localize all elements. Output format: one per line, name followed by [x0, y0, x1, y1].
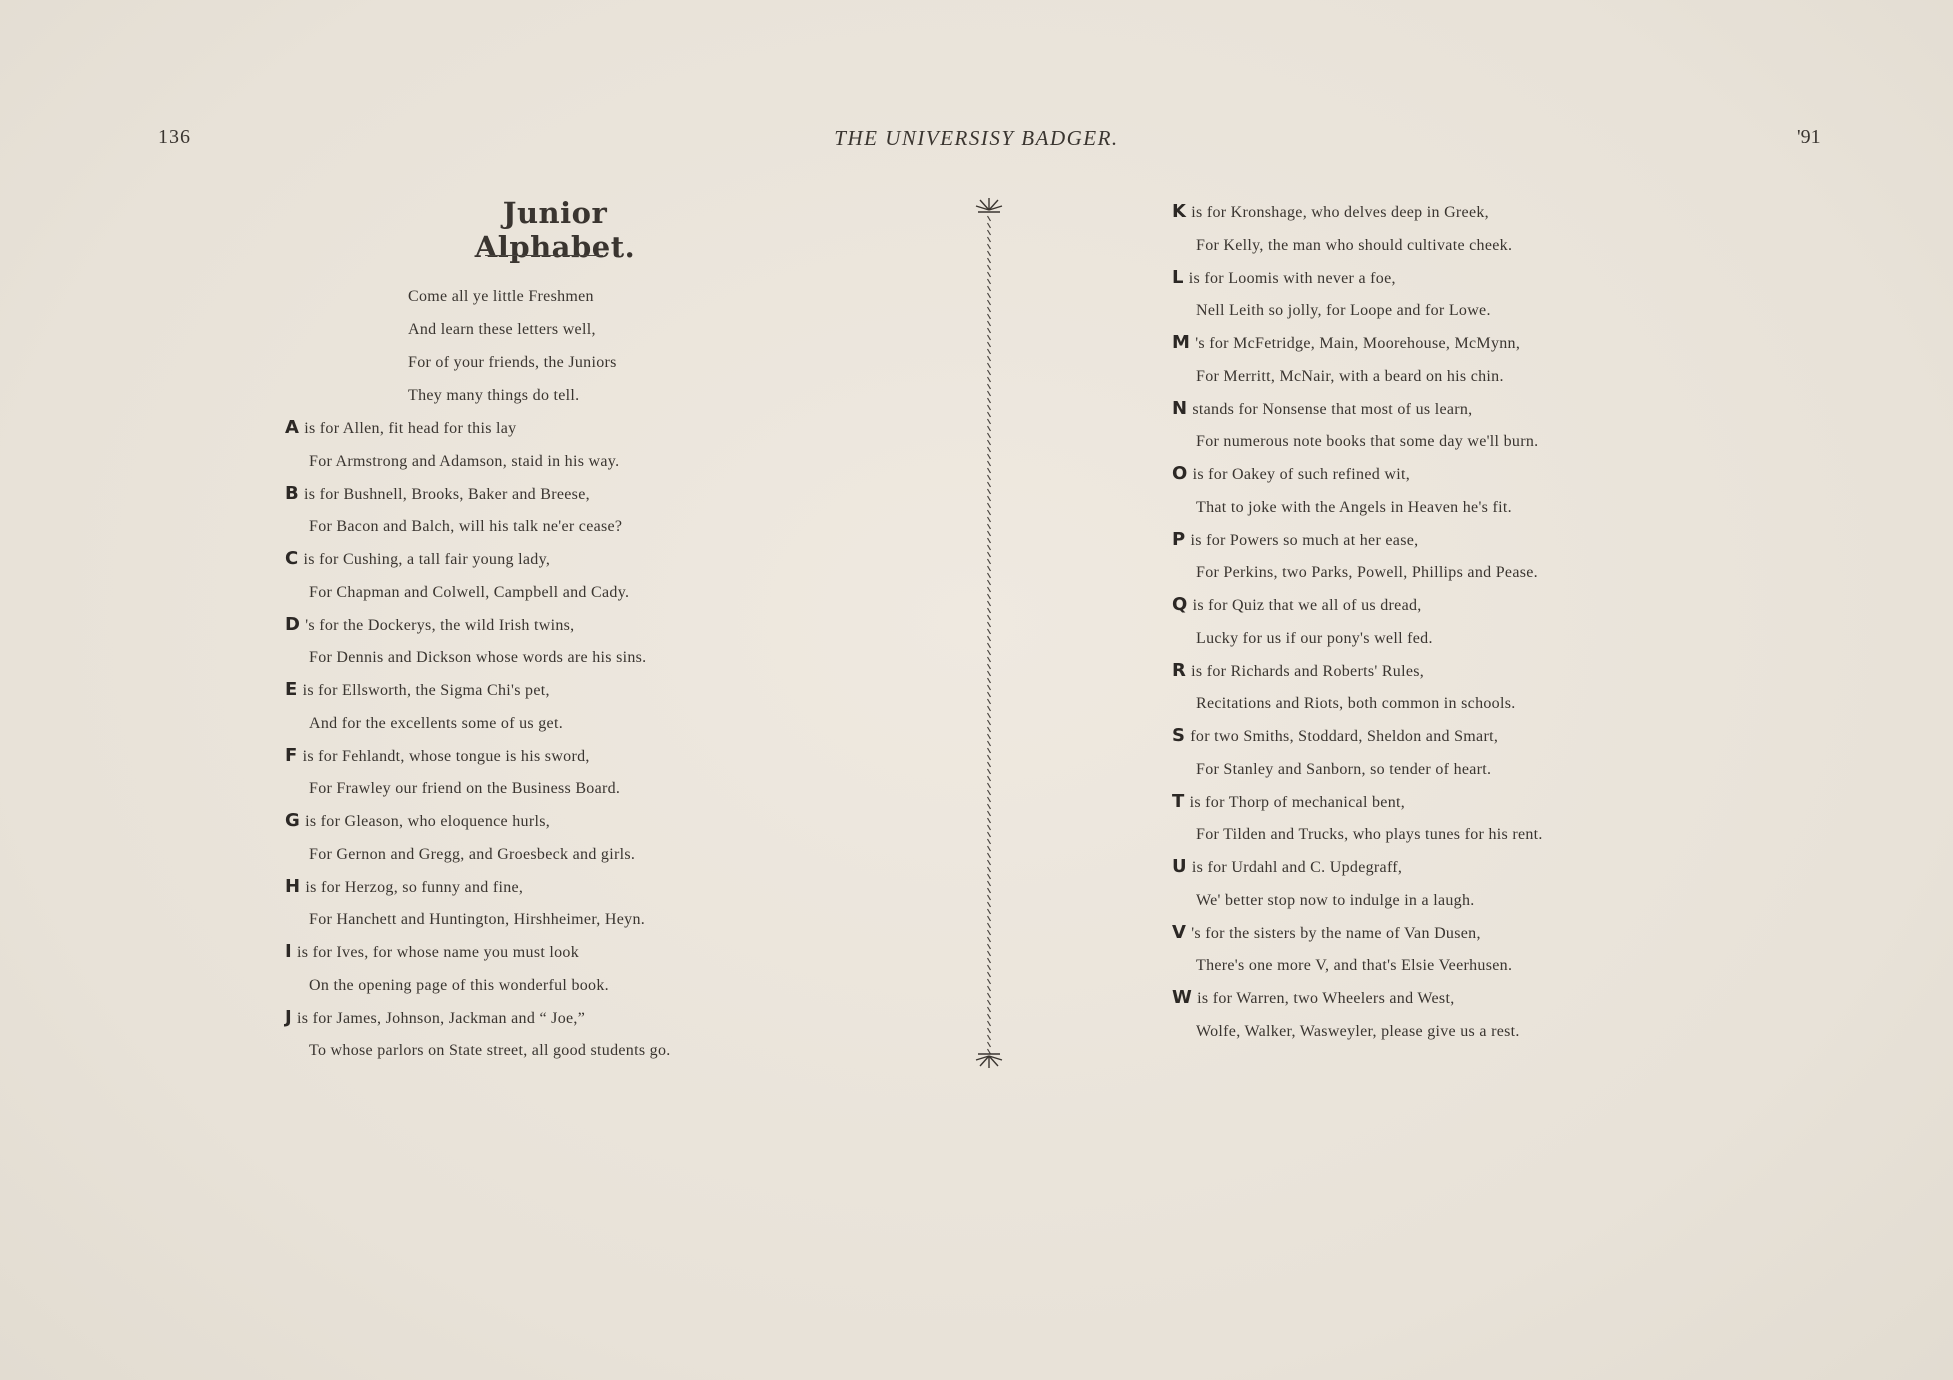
stanza-second-line: Nell Leith so jolly, for Loope and for Lowe. — [1196, 302, 1491, 319]
stanza-second-line: Wolfe, Walker, Wasweyler, please give us a rest. — [1196, 1022, 1520, 1040]
divider-chain — [988, 216, 991, 1054]
stanza — [1172, 393, 1543, 459]
stanza-first-line — [1172, 720, 1543, 753]
stanza-second-line: That to joke with the Angels in Heaven he's fit. — [1196, 498, 1512, 516]
stanza-initial-letter: L — [1172, 266, 1184, 288]
stanza-second-line: For Gernon and Gregg, and Groesbeck and girls. — [309, 845, 636, 863]
stanza-second-line: For Merritt, McNair, with a beard on his chin. — [1196, 367, 1504, 385]
stanza — [1172, 655, 1543, 721]
divider-bottom-ornament — [976, 1054, 1002, 1068]
stanza — [1172, 327, 1543, 393]
stanza-first-line-text: is for Ellsworth, the Sigma Chi's pet, — [302, 682, 550, 699]
running-title: THE UNIVERSISY BADGER. — [834, 126, 1119, 150]
stanza-first-line-text: is for Richards and Roberts' Rules, — [1191, 662, 1425, 680]
stanza-first-line — [1172, 655, 1543, 688]
stanza — [1172, 720, 1543, 786]
stanza-first-line — [1172, 589, 1543, 622]
stanza-first-line — [1172, 982, 1543, 1015]
stanza-initial-letter: V — [1172, 921, 1187, 943]
stanza-first-line-text: is for James, Johnson, Jackman and “ Joe,” — [297, 1009, 586, 1027]
stanza — [285, 740, 671, 806]
stanza-second-line: On the opening page of this wonderful book. — [309, 976, 609, 994]
intro-line: And learn these letters well, — [408, 321, 596, 338]
stanza — [285, 674, 671, 740]
stanza-second-line: For Armstrong and Adamson, staid in his way. — [309, 452, 620, 470]
stanza-initial-letter: S — [1172, 725, 1186, 746]
stanza-first-line — [285, 412, 671, 445]
stanza — [1172, 851, 1543, 917]
divider-top-ornament — [976, 198, 1002, 212]
stanza-second-line: To whose parlors on State street, all good students go. — [309, 1042, 671, 1059]
stanza-second-line: For Hanchett and Huntington, Hirshheimer, Heyn. — [309, 911, 646, 928]
stanza-first-line — [285, 478, 671, 511]
stanza-first-line — [285, 871, 671, 904]
stanza-initial-letter: A — [285, 417, 300, 438]
stanza — [1172, 786, 1543, 852]
stanza-first-line-text: is for Urdahl and C. Updegraff, — [1191, 859, 1403, 876]
stanza — [1172, 524, 1543, 590]
stanza-initial-letter: N — [1172, 397, 1188, 419]
left-stanzas — [285, 412, 671, 1067]
stanza-first-line — [1172, 262, 1543, 295]
stanza-first-line — [1172, 458, 1543, 491]
stanza-second-line: For Frawley our friend on the Business Board. — [309, 780, 621, 797]
stanza — [1172, 458, 1543, 524]
stanza-initial-letter: M — [1172, 332, 1191, 353]
stanza-first-line-text: is for Cushing, a tall fair young lady, — [303, 551, 551, 568]
ornamental-divider — [974, 196, 1004, 1070]
stanza-first-line-text: is for Quiz that we all of us dread, — [1192, 597, 1422, 614]
stanza-second-line: Lucky for us if our pony's well fed. — [1196, 629, 1433, 647]
stanza — [1172, 196, 1543, 262]
stanza-first-line — [285, 1002, 671, 1035]
stanza-initial-letter: H — [285, 875, 301, 897]
stanza-initial-letter: T — [1172, 790, 1185, 812]
stanza-first-line-text: is for Ives, for whose name you must look — [297, 944, 580, 961]
stanza-first-line-text: is for Bushnell, Brooks, Baker and Breese, — [304, 485, 590, 503]
stanza-initial-letter: D — [285, 613, 301, 635]
stanza-second-line: For Perkins, two Parks, Powell, Phillips and Pease. — [1196, 564, 1538, 581]
stanza-first-line — [285, 936, 671, 969]
stanza — [285, 609, 671, 675]
stanza — [285, 543, 671, 609]
stanza-first-line — [285, 674, 671, 707]
stanza-first-line — [1172, 393, 1543, 426]
stanza-initial-letter: U — [1172, 856, 1187, 877]
stanza-first-line — [1172, 917, 1543, 950]
intro-line: Come all ye little Freshmen — [408, 288, 594, 305]
stanza-first-line — [1172, 786, 1543, 819]
stanza-first-line-text: is for Herzog, so funny and fine, — [305, 878, 524, 896]
stanza-first-line — [285, 805, 671, 838]
stanza-initial-letter: B — [285, 482, 300, 504]
stanza-first-line — [1172, 327, 1543, 360]
stanza-first-line-text: 's for the sisters by the name of Van Dusen, — [1191, 924, 1481, 942]
stanza-initial-letter: G — [285, 810, 301, 831]
stanza-first-line-text: is for Thorp of mechanical bent, — [1189, 793, 1406, 811]
stanza — [1172, 262, 1543, 328]
stanza-first-line-text: is for Kronshage, who delves deep in Greek, — [1191, 204, 1489, 221]
stanza-second-line: We' better stop now to indulge in a laugh. — [1196, 891, 1475, 909]
stanza-first-line-text: is for Gleason, who eloquence hurls, — [305, 813, 551, 830]
stanza-second-line: And for the excellents some of us get. — [309, 714, 564, 732]
stanza-first-line-text: is for Powers so much at her ease, — [1190, 531, 1419, 549]
stanza-first-line-text: is for Fehlandt, whose tongue is his sword, — [302, 747, 590, 765]
stanza-first-line — [1172, 851, 1543, 884]
stanza-second-line: There's one more V, and that's Elsie Veerhusen. — [1196, 957, 1513, 974]
stanza-initial-letter: F — [285, 744, 298, 766]
stanza-initial-letter: P — [1172, 528, 1186, 550]
stanza-first-line-text: is for Warren, two Wheelers and West, — [1197, 990, 1455, 1007]
stanza-initial-letter: J — [285, 1006, 292, 1028]
stanza-first-line-text: is for Oakey of such refined wit, — [1192, 466, 1411, 483]
stanza — [1172, 917, 1543, 983]
stanza-initial-letter: W — [1172, 987, 1193, 1008]
stanza — [285, 412, 671, 478]
stanza-initial-letter: I — [285, 941, 292, 962]
stanza-second-line: For Bacon and Balch, will his talk ne'er cease? — [309, 518, 623, 535]
page-header — [0, 126, 1953, 156]
stanza-initial-letter: R — [1172, 659, 1187, 681]
stanza-first-line — [1172, 196, 1543, 229]
stanza-second-line: For numerous note books that some day we'll burn. — [1196, 433, 1539, 450]
stanza-first-line-text: for two Smiths, Stoddard, Sheldon and Smart, — [1190, 728, 1499, 745]
stanza — [1172, 589, 1543, 655]
stanza-first-line-text: stands for Nonsense that most of us learn, — [1192, 400, 1473, 418]
stanza-initial-letter: C — [285, 548, 299, 569]
stanza-first-line — [285, 543, 671, 576]
poem-title: Junior Alphabet. — [474, 196, 636, 264]
stanza-second-line: Recitations and Riots, both common in schools. — [1196, 695, 1516, 712]
stanza-second-line: For Tilden and Trucks, who plays tunes for his rent. — [1196, 826, 1543, 843]
title-rule — [485, 255, 603, 256]
stanza-second-line: For Dennis and Dickson whose words are his sins. — [309, 649, 647, 666]
intro-line: For of your friends, the Juniors — [408, 354, 617, 371]
stanza-first-line-text: is for Loomis with never a foe, — [1188, 269, 1396, 287]
stanza-second-line: For Kelly, the man who should cultivate cheek. — [1196, 236, 1513, 254]
stanza-initial-letter: O — [1172, 463, 1188, 484]
class-year: '91 — [1797, 126, 1821, 148]
stanza-first-line — [285, 609, 671, 642]
stanza-first-line — [285, 740, 671, 773]
stanza-initial-letter: K — [1172, 201, 1187, 222]
intro-verse — [408, 280, 617, 412]
stanza-first-line-text: is for Allen, fit head for this lay — [304, 420, 517, 437]
stanza-first-line-text: 's for the Dockerys, the wild Irish twins, — [305, 616, 575, 634]
stanza-first-line-text: 's for McFetridge, Main, Moorehouse, McMynn, — [1195, 335, 1521, 352]
stanza — [285, 478, 671, 544]
page-number: 136 — [158, 126, 191, 148]
stanza — [285, 936, 671, 1002]
stanza-second-line: For Stanley and Sanborn, so tender of heart. — [1196, 760, 1492, 778]
stanza — [285, 1002, 671, 1068]
stanza-first-line — [1172, 524, 1543, 557]
stanza-initial-letter: Q — [1172, 594, 1188, 615]
stanza — [285, 805, 671, 871]
right-stanzas — [1172, 196, 1543, 1048]
stanza — [1172, 982, 1543, 1048]
stanza — [285, 871, 671, 937]
intro-line: They many things do tell. — [408, 387, 580, 404]
stanza-second-line: For Chapman and Colwell, Campbell and Cady. — [309, 583, 630, 601]
stanza-initial-letter: E — [285, 679, 298, 700]
